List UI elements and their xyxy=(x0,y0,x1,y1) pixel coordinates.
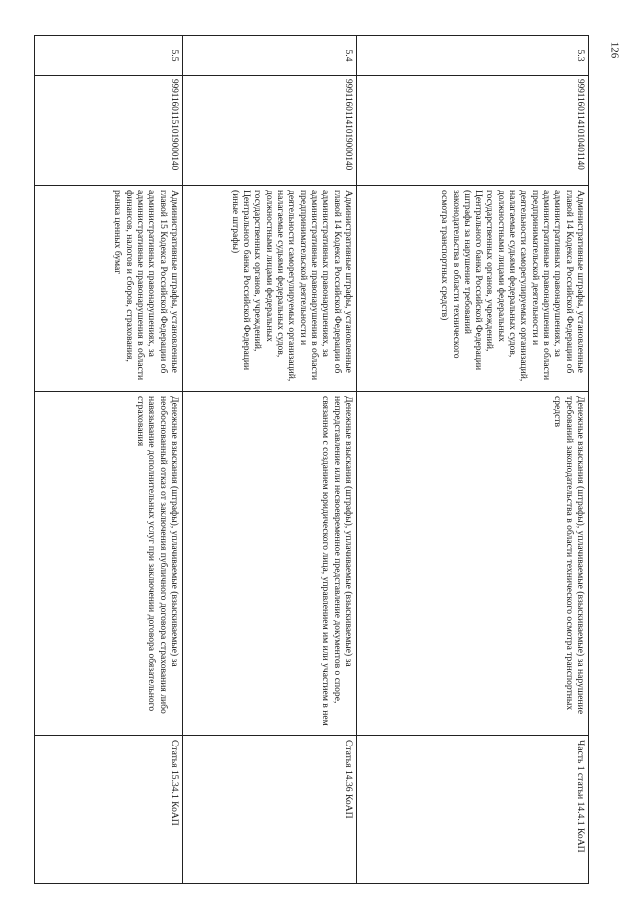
rotated-page xyxy=(35,35,589,883)
legal-article: Статья 15.34.1 КоАП xyxy=(35,736,183,884)
page-number: 126 xyxy=(608,41,620,59)
table-row xyxy=(357,36,589,884)
kbk-code: 99911601141010401140 xyxy=(357,76,589,186)
table-row xyxy=(183,36,357,884)
legal-article: Часть 1 статьи 14.4.1 КоАП xyxy=(357,736,589,884)
table-container xyxy=(35,35,589,883)
fines-table xyxy=(34,35,589,884)
row-number: 5.3 xyxy=(357,36,589,76)
revenue-name: Административные штрафы, установленные главой 15 Кодекса Российской Федерации об административных правонарушениях, за административные правонарушения в области финансов, налогов и сборов, страхования, рынка ценных бумаг xyxy=(35,186,183,392)
revenue-name: Административные штрафы, установленные главой 14 Кодекса Российской Федерации об административных правонарушениях, за административные правонарушения в области предпринимательской деятельности и деятельности саморегулируемых организаций, налагаемые судьями федеральных судов, должностными лицами федеральных государственных органов, учреждений, Центрального банка Российской Федерации (иные штрафы) xyxy=(183,186,357,392)
kbk-code: 99911601151019000140 xyxy=(35,76,183,186)
row-number: 5.4 xyxy=(183,36,357,76)
table-row xyxy=(35,36,183,884)
revenue-description: Денежные взыскания (штрафы), уплачиваемые (взыскиваемые) за необоснованный отказ от заключения публичного договора страхования либо навязывание дополнительных услуг при заключении договора обязательного страхования xyxy=(35,392,183,736)
legal-article: Статья 14.36 КоАП xyxy=(183,736,357,884)
revenue-description: Денежные взыскания (штрафы), уплачиваемые (взыскиваемые) за нарушение требований законодательства в области технического осмотра транспортных средств xyxy=(357,392,589,736)
revenue-name: Административные штрафы, установленные главой 14 Кодекса Российской Федерации об административных правонарушениях, за административные правонарушения в области предпринимательской деятельности и деятельности саморегулируемых организаций, налагаемые судьями федеральных судов, должностными лицами федеральных государственных органов, учреждений, Центрального банка Российской Федерации (штрафы за нарушение требований законодательства в области технического осмотра транспортных средств) xyxy=(357,186,589,392)
row-number: 5.5 xyxy=(35,36,183,76)
kbk-code: 99911601141019000140 xyxy=(183,76,357,186)
revenue-description: Денежные взыскания (штрафы), уплачиваемые (взыскиваемые) за непредставление или несвоевременное представление документов о споре, связанном с созданием юридического лица, управлением им или участием в нем xyxy=(183,392,357,736)
